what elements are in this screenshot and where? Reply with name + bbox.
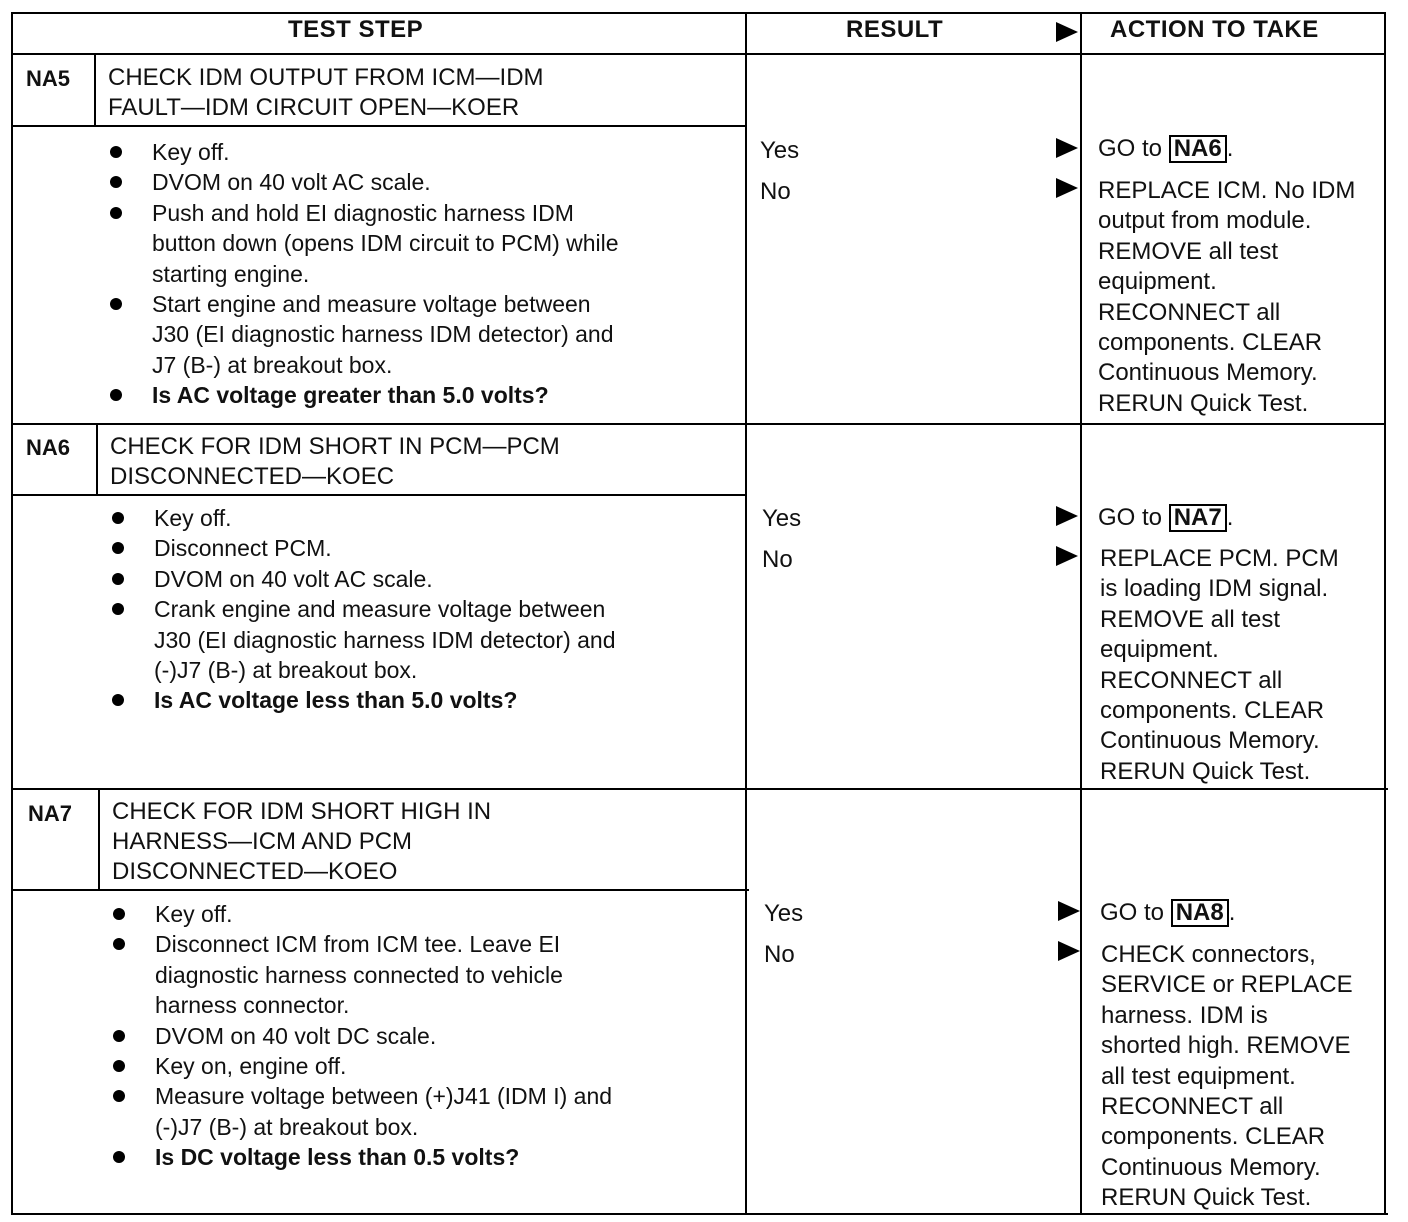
yes-action: GO to NA7 .: [1098, 504, 1234, 531]
list-item: Push and hold EI diagnostic harness IDM button down (opens IDM circuit to PCM) while starting engine.: [110, 198, 619, 289]
result-no: No: [764, 941, 795, 968]
question-item: Is AC voltage less than 5.0 volts?: [112, 685, 616, 715]
list-item: Key off.: [112, 503, 616, 533]
list-item: Key off.: [110, 137, 619, 167]
step-title: CHECK FOR IDM SHORT IN PCM—PCM DISCONNECTED—KOEC: [110, 433, 560, 490]
step-list: [110, 137, 619, 411]
no-action: CHECK connectors, SERVICE or REPLACE harness. IDM is shorted high. REMOVE all test equipment. RECONNECT all components. CLEAR Continuous Memory. RERUN Quick Test.: [1101, 941, 1353, 1212]
arrow-icon: [1058, 901, 1080, 921]
step-title: CHECK IDM OUTPUT FROM ICM—IDM FAULT—IDM CIRCUIT OPEN—KOER: [108, 64, 544, 121]
step-list: [113, 899, 612, 1173]
arrow-icon: [1056, 506, 1078, 526]
header-result: RESULT: [846, 16, 944, 43]
result-no: No: [760, 178, 791, 205]
step-reference: NA6: [1169, 135, 1227, 163]
arrow-icon: [1058, 941, 1080, 961]
list-item: DVOM on 40 volt AC scale.: [110, 167, 619, 197]
list-item: Disconnect ICM from ICM tee. Leave EI diagnostic harness connected to vehicle harness connector.: [113, 929, 612, 1020]
list-item: Measure voltage between (+)J41 (IDM I) and (-)J7 (B-) at breakout box.: [113, 1081, 612, 1142]
question-item: Is AC voltage greater than 5.0 volts?: [110, 380, 619, 410]
no-action: REPLACE PCM. PCM is loading IDM signal. REMOVE all test equipment. RECONNECT all components. CLEAR Continuous Memory. RERUN Quick Test.: [1100, 545, 1339, 785]
yes-action: GO to NA6 .: [1098, 135, 1234, 162]
list-item: Key on, engine off.: [113, 1051, 612, 1081]
list-item: Start engine and measure voltage between J30 (EI diagnostic harness IDM detector) and J7 (B-) at breakout box.: [110, 289, 619, 380]
list-item: DVOM on 40 volt DC scale.: [113, 1021, 612, 1051]
list-item: Key off.: [113, 899, 612, 929]
result-no: No: [762, 546, 793, 573]
header-arrow-icon: [1056, 22, 1078, 42]
arrow-icon: [1056, 546, 1078, 566]
header-test-step: TEST STEP: [288, 16, 424, 43]
step-code: NA5: [26, 66, 71, 91]
step-code: NA7: [28, 801, 73, 826]
step-code: NA6: [26, 435, 71, 460]
step-title: CHECK FOR IDM SHORT HIGH IN HARNESS—ICM AND PCM DISCONNECTED—KOEO: [112, 798, 492, 885]
result-yes: Yes: [764, 900, 804, 927]
step-reference: NA7: [1169, 504, 1227, 532]
result-yes: Yes: [762, 505, 802, 532]
no-action: REPLACE ICM. No IDM output from module. REMOVE all test equipment. RECONNECT all components. CLEAR Continuous Memory. RERUN Quick Test.: [1098, 177, 1356, 417]
step-list: [112, 503, 616, 716]
header-action: ACTION TO TAKE: [1110, 16, 1319, 43]
list-item: DVOM on 40 volt AC scale.: [112, 564, 616, 594]
list-item: Crank engine and measure voltage between J30 (EI diagnostic harness IDM detector) and (-)J7 (B-) at breakout box.: [112, 594, 616, 685]
arrow-icon: [1056, 138, 1078, 158]
result-yes: Yes: [760, 137, 800, 164]
step-reference: NA8: [1171, 899, 1229, 927]
arrow-icon: [1056, 178, 1078, 198]
list-item: Disconnect PCM.: [112, 533, 616, 563]
yes-action: GO to NA8 .: [1100, 899, 1236, 926]
question-item: Is DC voltage less than 0.5 volts?: [113, 1142, 612, 1172]
